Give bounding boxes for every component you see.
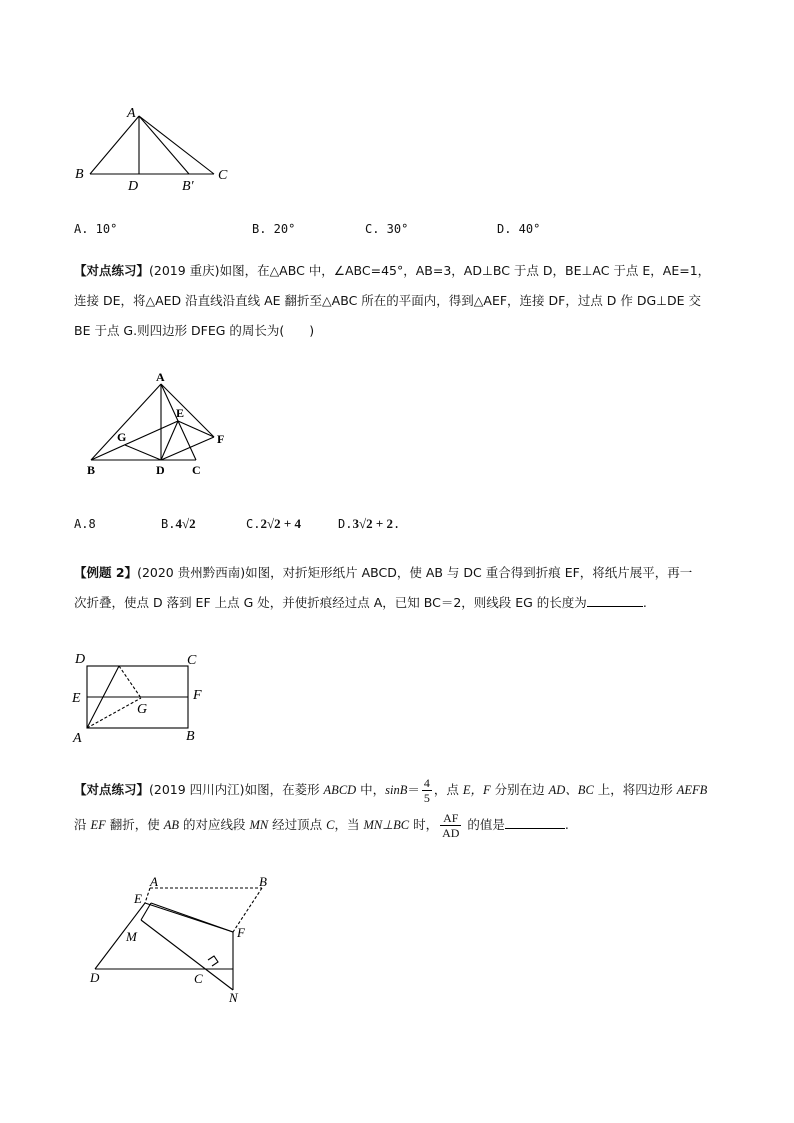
- label-C2: C: [192, 463, 201, 477]
- label-B4: B: [259, 874, 267, 889]
- label-M4: M: [126, 929, 137, 944]
- q3-line2: 次折叠，使点 D 落到 EF 上点 G 处，并使折痕经过点 A，已知 BC＝2，则线段 EG 的长度为 .: [74, 595, 647, 610]
- label-B-prime: B′: [182, 179, 194, 194]
- q2-choice-c: C.2√2 + 4: [246, 516, 301, 531]
- q2-tag: 【对点练习】: [74, 263, 150, 278]
- q1-choice-a: A. 10°: [74, 222, 118, 236]
- label-C3: C: [187, 653, 197, 668]
- q4-source: (2019 四川内江): [149, 782, 245, 797]
- q2-line1: 【对点练习】(2019 重庆)如图，在△ABC 中，∠ABC=45°，AB=3，AD⊥BC 于点 D，BE⊥AC 于点 E，AE=1，: [74, 263, 711, 278]
- q3-source: (2020 贵州黔西南): [137, 565, 246, 580]
- label-D4: D: [90, 970, 100, 985]
- label-D: D: [128, 179, 139, 194]
- q4-line1: 【对点练习】(2019 四川内江)如图，在菱形 ABCD 中，sinB＝ $\frac{4}{5}$ ，点 E，F 分别在边 AD、BC 上，将四边形 AEFB: [74, 776, 708, 805]
- fraction-4-5: $\frac{4}{5}$: [423, 776, 430, 805]
- q4-tag: 【对点练习】: [74, 782, 150, 797]
- q2-choice-a: A.8: [74, 517, 96, 531]
- q2-line2: 连接 DE，将△AED 沿直线沿直线 AE 翻折至△ABC 所在的平面内，得到△AEF，连接 DF，过点 D 作 DG⊥DE 交: [74, 293, 702, 308]
- q1-choice-b: B. 20°: [252, 222, 296, 236]
- label-B3: B: [186, 729, 195, 744]
- q3-tag: 【例题 2】: [74, 565, 138, 580]
- q2-source: (2019 重庆): [149, 263, 220, 278]
- label-A2: A: [156, 370, 165, 384]
- label-E4: E: [134, 891, 142, 906]
- label-G3: G: [137, 702, 148, 717]
- label-B: B: [75, 167, 84, 182]
- label-F3: F: [193, 688, 202, 703]
- label-E3: E: [72, 691, 81, 706]
- q2-choice-b-math: 4√2: [175, 516, 196, 531]
- q1-choice-d: D. 40°: [497, 222, 541, 236]
- label-A: A: [127, 106, 136, 121]
- label-B2: B: [87, 463, 96, 477]
- label-N4: N: [229, 990, 238, 1005]
- label-A3: A: [73, 731, 82, 746]
- label-F2: F: [217, 432, 225, 446]
- q2-choice-d-math: 3√2 + 2: [352, 516, 393, 531]
- q4-line2: 沿 EF 翻折，使 AB 的对应线段 MN 经过顶点 C，当 MN⊥BC 时， $\frac{AF}{AD}$ 的值是 .: [74, 811, 569, 840]
- q2-line3: BE 于点 G.则四边形 DFEG 的周长为( ): [74, 323, 315, 338]
- q2-choice-c-math: 2√2 + 4: [260, 516, 301, 531]
- label-C: C: [218, 168, 228, 183]
- label-A4: A: [150, 874, 158, 889]
- q2-choice-b: B.4√2: [161, 516, 196, 531]
- q3-line1: 【例题 2】(2020 贵州黔西南)如图，对折矩形纸片 ABCD，使 AB 与 DC 重合得到折痕 EF，将纸片展平，再一: [74, 565, 693, 580]
- q1-choice-c: C. 30°: [365, 222, 409, 236]
- q2-choice-d: D.3√2 + 2.: [338, 516, 401, 531]
- label-C4: C: [194, 971, 203, 986]
- fraction-af-ad: $\frac{AF}{AD}$: [442, 811, 460, 840]
- label-E2: E: [176, 406, 185, 420]
- label-D3: D: [75, 652, 86, 667]
- label-D2: D: [156, 463, 165, 477]
- label-G2: G: [117, 430, 127, 444]
- label-F4: F: [237, 925, 245, 940]
